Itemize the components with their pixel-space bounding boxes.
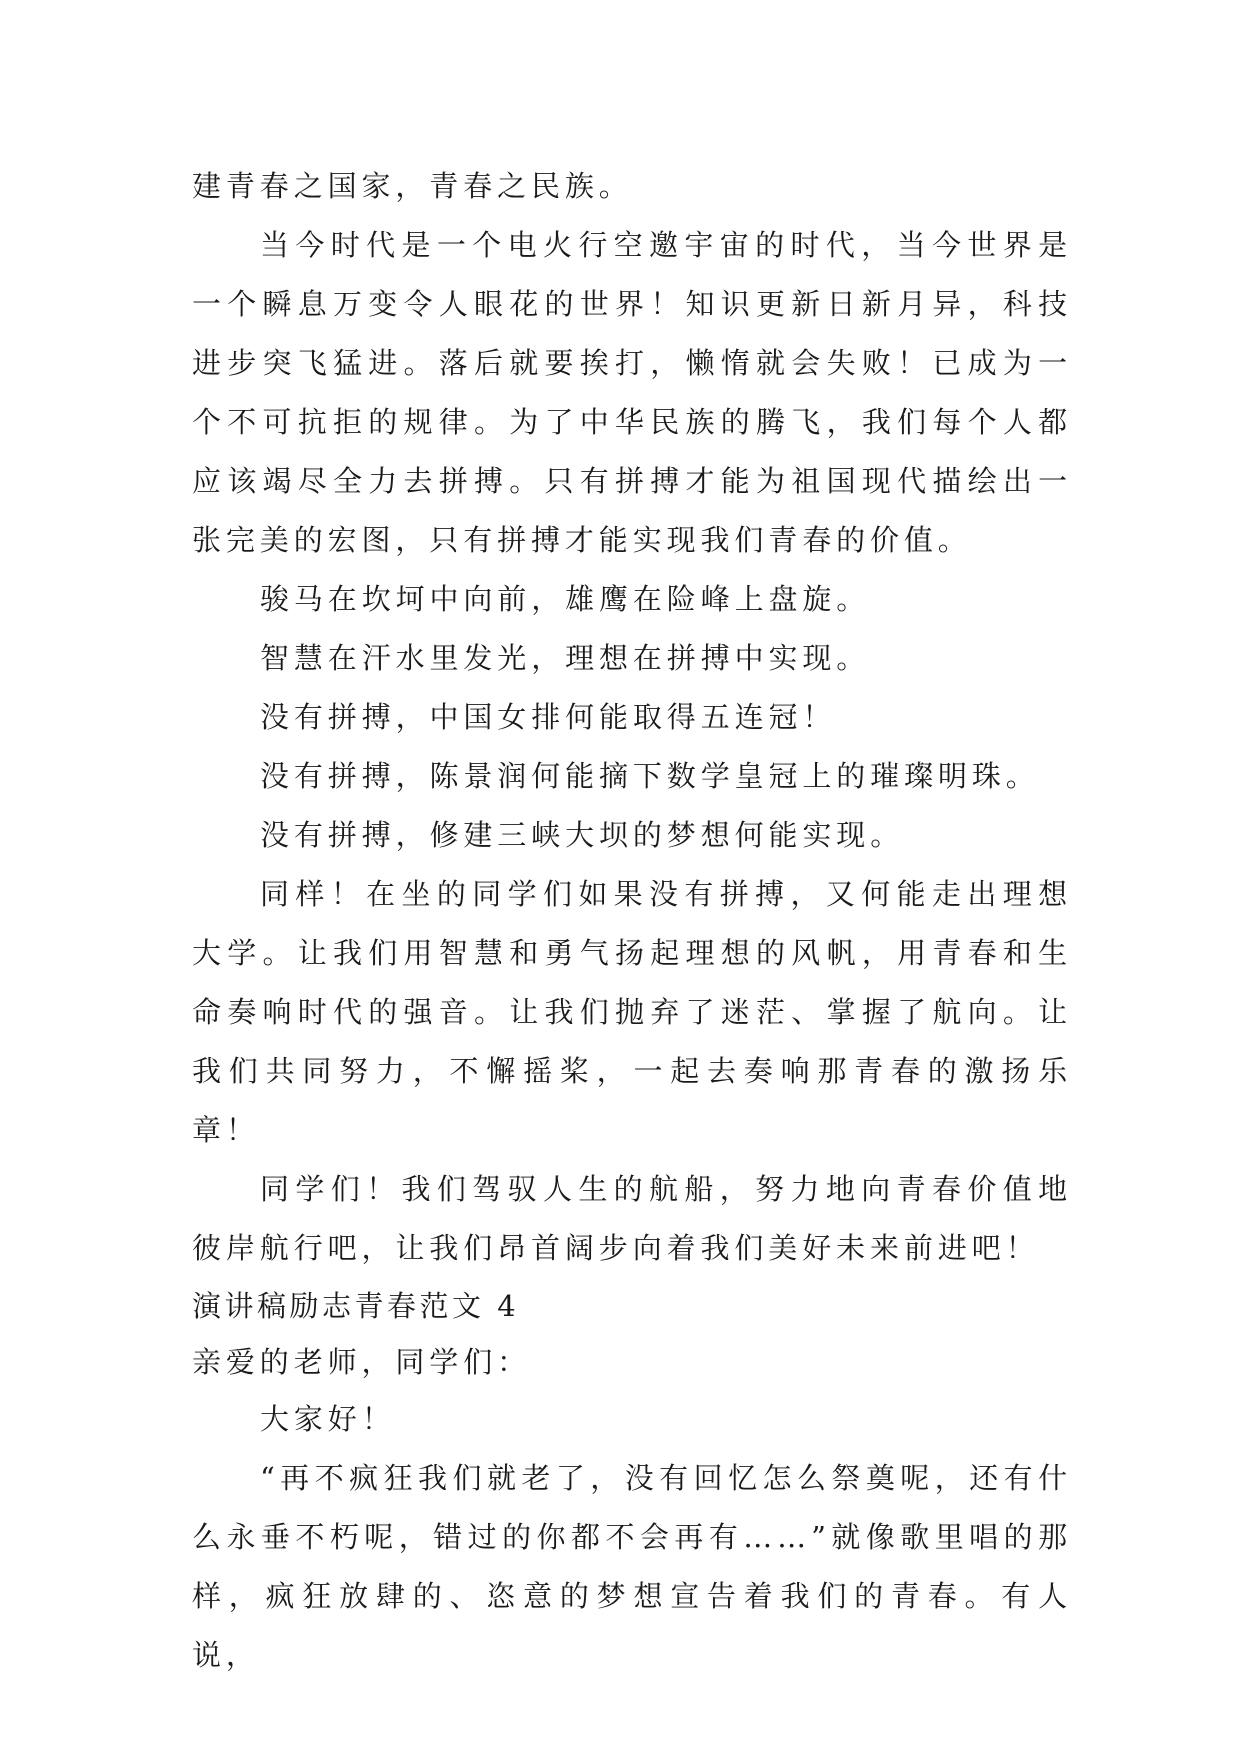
paragraph-volleyball: 没有拼搏，中国女排何能取得五连冠！ — [260, 700, 837, 734]
paragraph-classmates: 同样！在坐的同学们如果没有拼搏，又何能走出理想大学。让我们用智慧和勇气扬起理想的风帆，用青春和生命奏响时代的强音。让我们抛弃了迷茫、掌握了航向。让我们共同努力，不懈摇桨，一起去奏响那青春的激扬乐章！ — [192, 877, 1072, 1147]
paragraph-lyrics: “再不疯狂我们就老了，没有回忆怎么祭奠呢，还有什么永垂不朽呢，错过的你都不会再有……”就像歌里唱的那样，疯狂放肆的、恣意的梦想宣告着我们的青春。有人说， — [192, 1461, 1072, 1672]
paragraph-wisdom: 智慧在汗水里发光，理想在拼搏中实现。 — [260, 641, 871, 675]
paragraph-chen-jingrun: 没有拼搏，陈景润何能摘下数学皇冠上的璀璨明珠。 — [260, 759, 1040, 793]
paragraph-voyage: 同学们！我们驾驭人生的航船，努力地向青春价值地彼岸航行吧，让我们昂首阔步向着我们美好未来前进吧！ — [192, 1172, 1072, 1265]
document-body — [192, 157, 1072, 1685]
section-title: 演讲稿励志青春范文 4 — [192, 1289, 520, 1323]
salutation: 亲爱的老师，同学们： — [192, 1345, 532, 1379]
paragraph-era: 当今时代是一个电火行空邀宇宙的时代，当今世界是一个瞬息万变令人眼花的世界！知识更新日新月异，科技进步突飞猛进。落后就要挨打，懒惰就会失败！已成为一个不可抗拒的规律。为了中华民族的腾飞，我们每个人都应该竭尽全力去拼搏。只有拼搏才能为祖国现代描绘出一张完美的宏图，只有拼搏才能实现我们青春的价值。 — [192, 228, 1072, 557]
greeting: 大家好！ — [260, 1402, 396, 1436]
paragraph-closing-line: 建青春之国家，青春之民族。 — [192, 169, 633, 203]
paragraph-steed: 骏马在坎坷中向前，雄鹰在险峰上盘旋。 — [260, 582, 871, 616]
paragraph-three-gorges: 没有拼搏，修建三峡大坝的梦想何能实现。 — [260, 818, 905, 852]
